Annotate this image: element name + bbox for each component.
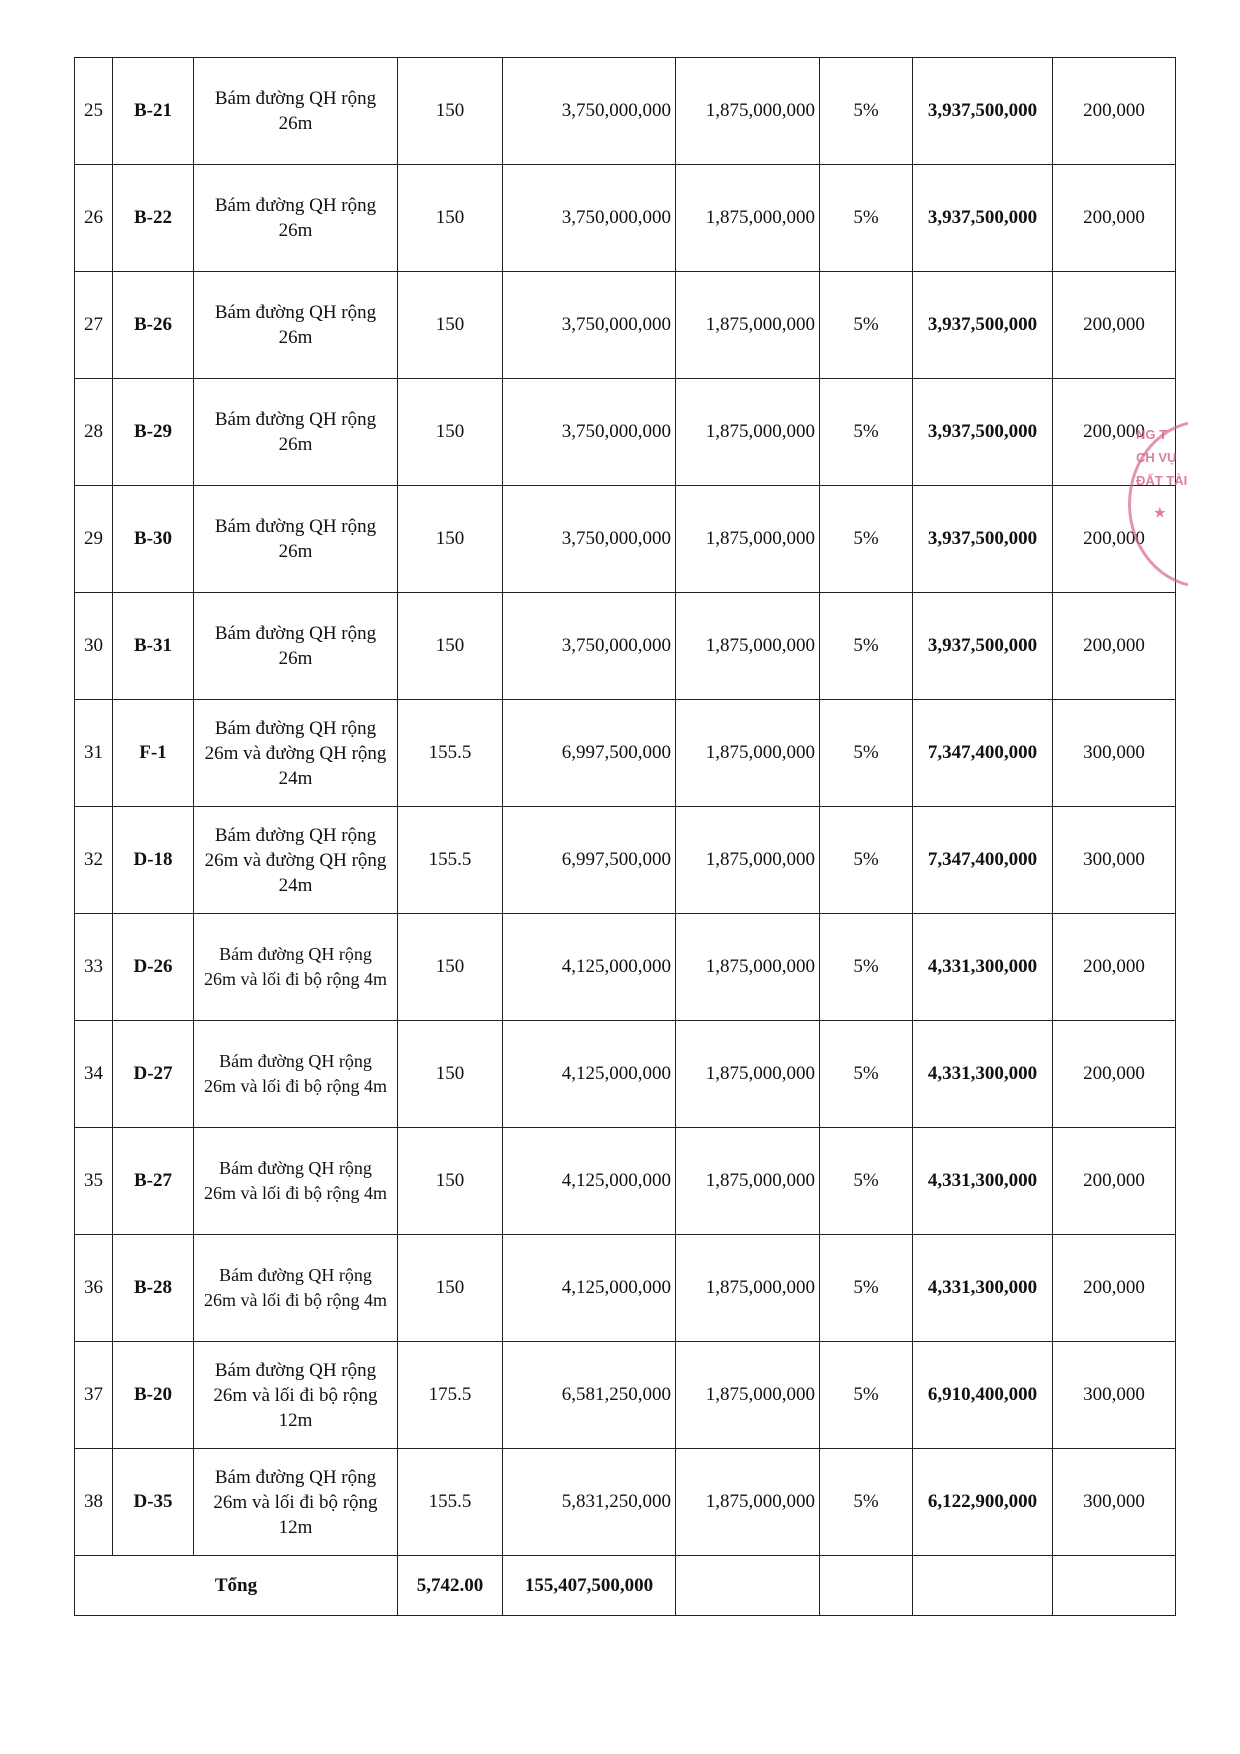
price-step: 1,875,000,000 (676, 593, 820, 700)
lot-code: B-30 (113, 486, 194, 593)
deposit-rate: 5% (820, 486, 913, 593)
row-number: 28 (75, 379, 113, 486)
lot-code: B-31 (113, 593, 194, 700)
total-start-price: 155,407,500,000 (503, 1556, 676, 1616)
deposit-rate: 5% (820, 1342, 913, 1449)
total-label: Tổng (75, 1556, 398, 1616)
row-number: 36 (75, 1235, 113, 1342)
lot-area: 150 (398, 1235, 503, 1342)
deposit-rate: 5% (820, 700, 913, 807)
price-step: 1,875,000,000 (676, 914, 820, 1021)
lot-position: Bám đường QH rộng 26m (194, 593, 398, 700)
start-price: 6,997,500,000 (503, 700, 676, 807)
start-price: 4,125,000,000 (503, 1235, 676, 1342)
row-number: 38 (75, 1449, 113, 1556)
stamp-text: CH VỤ (1136, 450, 1177, 465)
start-price: 3,750,000,000 (503, 379, 676, 486)
row-number: 34 (75, 1021, 113, 1128)
lot-position: Bám đường QH rộng 26m và lối đi bộ rộng 4m (194, 914, 398, 1021)
document-fee: 200,000 (1053, 379, 1176, 486)
deposit-rate: 5% (820, 1235, 913, 1342)
document-fee: 200,000 (1053, 914, 1176, 1021)
total-empty-cell (913, 1556, 1053, 1616)
price-step: 1,875,000,000 (676, 165, 820, 272)
document-fee: 200,000 (1053, 486, 1176, 593)
total-empty-cell (1053, 1556, 1176, 1616)
price-step: 1,875,000,000 (676, 1342, 820, 1449)
row-number: 25 (75, 58, 113, 165)
lot-code: B-20 (113, 1342, 194, 1449)
total-price: 4,331,300,000 (913, 914, 1053, 1021)
table-row (75, 1449, 1176, 1556)
lot-area: 150 (398, 379, 503, 486)
start-price: 6,997,500,000 (503, 807, 676, 914)
table-row (75, 914, 1176, 1021)
deposit-rate: 5% (820, 1128, 913, 1235)
price-step: 1,875,000,000 (676, 486, 820, 593)
lot-code: F-1 (113, 700, 194, 807)
lot-position: Bám đường QH rộng 26m (194, 58, 398, 165)
document-fee: 300,000 (1053, 807, 1176, 914)
lot-position: Bám đường QH rộng 26m và lối đi bộ rộng 12m (194, 1342, 398, 1449)
total-price: 6,910,400,000 (913, 1342, 1053, 1449)
table-row (75, 379, 1176, 486)
lot-position: Bám đường QH rộng 26m và đường QH rộng 24m (194, 807, 398, 914)
total-price: 7,347,400,000 (913, 700, 1053, 807)
lot-position: Bám đường QH rộng 26m (194, 379, 398, 486)
stamp-text: ĐẤT TÀI (1136, 473, 1188, 488)
deposit-rate: 5% (820, 58, 913, 165)
lot-area: 150 (398, 914, 503, 1021)
start-price: 3,750,000,000 (503, 58, 676, 165)
lot-area: 150 (398, 272, 503, 379)
row-number: 30 (75, 593, 113, 700)
lot-code: B-29 (113, 379, 194, 486)
lot-area: 155.5 (398, 700, 503, 807)
table-row (75, 1128, 1176, 1235)
document-fee: 200,000 (1053, 1021, 1176, 1128)
total-price: 3,937,500,000 (913, 593, 1053, 700)
row-number: 26 (75, 165, 113, 272)
document-fee: 200,000 (1053, 58, 1176, 165)
document-fee: 200,000 (1053, 272, 1176, 379)
document-fee: 200,000 (1053, 1128, 1176, 1235)
total-price: 3,937,500,000 (913, 272, 1053, 379)
lot-area: 175.5 (398, 1342, 503, 1449)
table-row (75, 58, 1176, 165)
row-number: 37 (75, 1342, 113, 1449)
lot-code: D-18 (113, 807, 194, 914)
table-row (75, 165, 1176, 272)
lot-code: B-21 (113, 58, 194, 165)
lot-position: Bám đường QH rộng 26m (194, 486, 398, 593)
total-empty-cell (820, 1556, 913, 1616)
start-price: 3,750,000,000 (503, 593, 676, 700)
start-price: 4,125,000,000 (503, 914, 676, 1021)
table-row (75, 593, 1176, 700)
price-step: 1,875,000,000 (676, 1128, 820, 1235)
lot-position: Bám đường QH rộng 26m và đường QH rộng 24m (194, 700, 398, 807)
price-step: 1,875,000,000 (676, 272, 820, 379)
lot-position: Bám đường QH rộng 26m và lối đi bộ rộng 4m (194, 1128, 398, 1235)
deposit-rate: 5% (820, 379, 913, 486)
start-price: 3,750,000,000 (503, 272, 676, 379)
lot-area: 150 (398, 1021, 503, 1128)
total-price: 3,937,500,000 (913, 165, 1053, 272)
document-fee: 200,000 (1053, 165, 1176, 272)
total-empty-cell (676, 1556, 820, 1616)
price-step: 1,875,000,000 (676, 807, 820, 914)
document-fee: 300,000 (1053, 1449, 1176, 1556)
lot-area: 150 (398, 486, 503, 593)
lot-code: B-26 (113, 272, 194, 379)
lot-code: B-28 (113, 1235, 194, 1342)
auction-lot-table (74, 57, 1176, 1616)
table-row (75, 1235, 1176, 1342)
document-fee: 200,000 (1053, 593, 1176, 700)
total-price: 4,331,300,000 (913, 1235, 1053, 1342)
lot-code: B-27 (113, 1128, 194, 1235)
row-number: 35 (75, 1128, 113, 1235)
deposit-rate: 5% (820, 914, 913, 1021)
table-row (75, 807, 1176, 914)
row-number: 33 (75, 914, 113, 1021)
lot-position: Bám đường QH rộng 26m (194, 272, 398, 379)
start-price: 4,125,000,000 (503, 1128, 676, 1235)
deposit-rate: 5% (820, 593, 913, 700)
table-row (75, 272, 1176, 379)
lot-area: 155.5 (398, 807, 503, 914)
price-step: 1,875,000,000 (676, 700, 820, 807)
total-price: 3,937,500,000 (913, 58, 1053, 165)
total-price: 4,331,300,000 (913, 1128, 1053, 1235)
lot-code: D-26 (113, 914, 194, 1021)
deposit-rate: 5% (820, 165, 913, 272)
document-fee: 300,000 (1053, 1342, 1176, 1449)
deposit-rate: 5% (820, 1449, 913, 1556)
table-row (75, 486, 1176, 593)
row-number: 29 (75, 486, 113, 593)
start-price: 5,831,250,000 (503, 1449, 676, 1556)
lot-code: B-22 (113, 165, 194, 272)
lot-position: Bám đường QH rộng 26m và lối đi bộ rộng 4m (194, 1021, 398, 1128)
deposit-rate: 5% (820, 1021, 913, 1128)
star-icon: ★ (1154, 505, 1166, 520)
price-step: 1,875,000,000 (676, 58, 820, 165)
lot-code: D-27 (113, 1021, 194, 1128)
start-price: 4,125,000,000 (503, 1021, 676, 1128)
stamp-text: NG T (1136, 427, 1168, 442)
total-area: 5,742.00 (398, 1556, 503, 1616)
document-fee: 300,000 (1053, 700, 1176, 807)
lot-area: 150 (398, 593, 503, 700)
total-price: 3,937,500,000 (913, 486, 1053, 593)
table-row (75, 700, 1176, 807)
total-price: 4,331,300,000 (913, 1021, 1053, 1128)
lot-area: 150 (398, 58, 503, 165)
table-row (75, 1342, 1176, 1449)
price-step: 1,875,000,000 (676, 379, 820, 486)
lot-position: Bám đường QH rộng 26m và lối đi bộ rộng 12m (194, 1449, 398, 1556)
table-row (75, 1021, 1176, 1128)
document-fee: 200,000 (1053, 1235, 1176, 1342)
price-step: 1,875,000,000 (676, 1449, 820, 1556)
table-body (75, 58, 1176, 1556)
start-price: 3,750,000,000 (503, 486, 676, 593)
price-step: 1,875,000,000 (676, 1021, 820, 1128)
deposit-rate: 5% (820, 807, 913, 914)
total-price: 3,937,500,000 (913, 379, 1053, 486)
row-number: 32 (75, 807, 113, 914)
deposit-rate: 5% (820, 272, 913, 379)
row-number: 31 (75, 700, 113, 807)
lot-code: D-35 (113, 1449, 194, 1556)
total-row (75, 1556, 1176, 1616)
lot-position: Bám đường QH rộng 26m và lối đi bộ rộng 4m (194, 1235, 398, 1342)
price-step: 1,875,000,000 (676, 1235, 820, 1342)
start-price: 3,750,000,000 (503, 165, 676, 272)
start-price: 6,581,250,000 (503, 1342, 676, 1449)
lot-area: 150 (398, 1128, 503, 1235)
lot-area: 150 (398, 165, 503, 272)
lot-area: 155.5 (398, 1449, 503, 1556)
lot-position: Bám đường QH rộng 26m (194, 165, 398, 272)
total-price: 7,347,400,000 (913, 807, 1053, 914)
row-number: 27 (75, 272, 113, 379)
total-price: 6,122,900,000 (913, 1449, 1053, 1556)
